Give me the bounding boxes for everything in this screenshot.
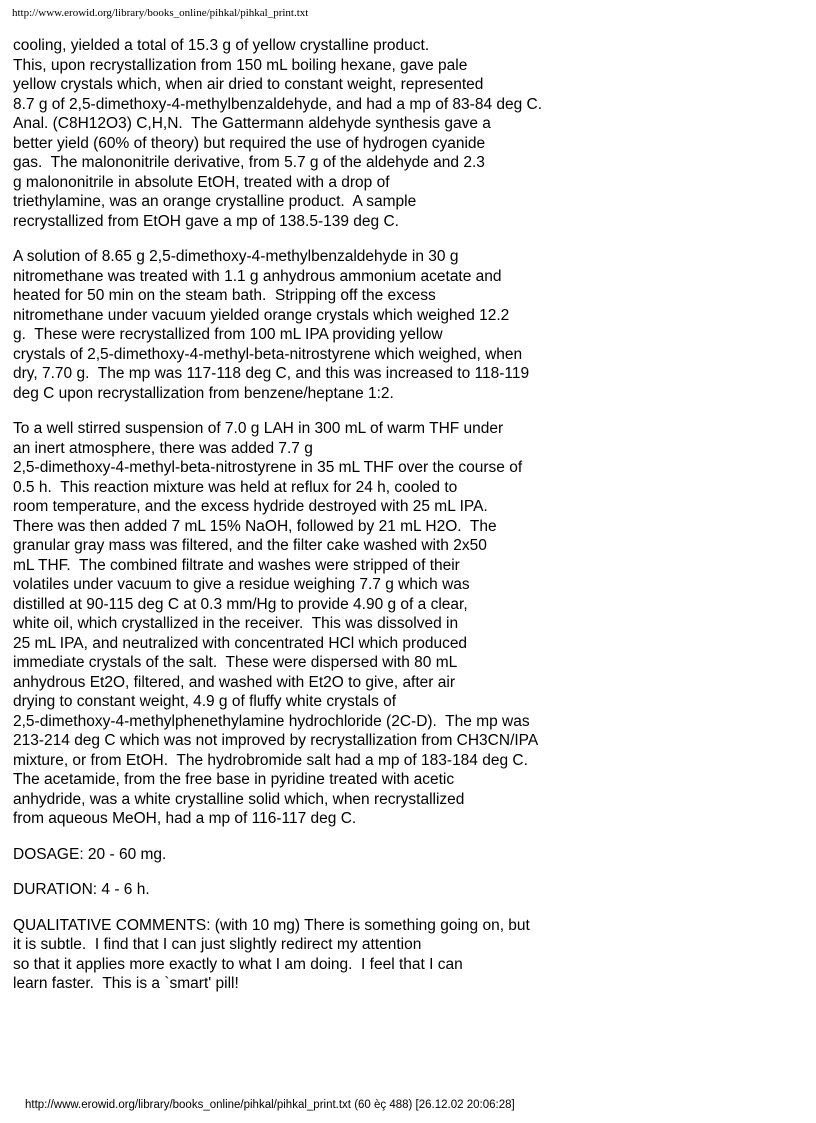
text-line: drying to constant weight, 4.9 g of fluffy white crystals of xyxy=(13,693,397,710)
text-line: white oil, which crystallized in the receiver. This was dissolved in xyxy=(13,615,459,632)
text-line: deg C upon recrystallization from benzene/heptane 1:2. xyxy=(13,384,394,402)
text-line: from aqueous MeOH, had a mp of 116-117 deg C. xyxy=(13,810,357,827)
text-line: heated for 50 min on the steam bath. Stripping off the excess xyxy=(13,287,436,304)
dosage-line: DOSAGE: 20 - 60 mg. xyxy=(13,845,167,863)
header-url[interactable]: http://www.erowid.org/library/books_online/pihkal/pihkal_print.txt xyxy=(12,7,309,19)
text-line: anhydride, was a white crystalline solid which, when recrystallized xyxy=(13,790,465,808)
text-line: A solution of 8.65 g 2,5-dimethoxy-4-methylbenzaldehyde in 30 g xyxy=(13,248,459,265)
text-line: better yield (60% of theory) but required the use of hydrogen cyanide xyxy=(13,134,486,152)
text-line: learn faster. This is a `smart' pill! xyxy=(13,975,239,992)
text-line: nitromethane was treated with 1.1 g anhydrous ammonium acetate and xyxy=(13,267,502,285)
text-line: 2,5-dimethoxy-4-methyl-beta-nitrostyrene in 35 mL THF over the course of xyxy=(13,459,523,476)
text-line: so that it applies more exactly to what I am doing. I feel that I can xyxy=(13,955,463,973)
text-line: cooling, yielded a total of 15.3 g of yellow crystalline product. xyxy=(13,37,430,54)
paragraph-nitrostyrene xyxy=(13,247,793,403)
text-line: an inert atmosphere, there was added 7.7 g xyxy=(13,439,313,457)
paragraph-qualitative-comments xyxy=(13,916,793,994)
text-line: triethylamine, was an orange crystalline product. A sample xyxy=(13,193,417,210)
text-line: g malononitrile in absolute EtOH, treated with a drop of xyxy=(13,173,390,191)
text-line: To a well stirred suspension of 7.0 g LAH in 300 mL of warm THF under xyxy=(13,420,504,437)
text-line: Anal. (C8H12O3) C,H,N. The Gattermann aldehyde synthesis gave a xyxy=(13,115,491,132)
paragraph-duration xyxy=(13,880,793,900)
text-line: immediate crystals of the salt. These were dispersed with 80 mL xyxy=(13,654,458,671)
text-line: mixture, or from EtOH. The hydrobromide salt had a mp of 183-184 deg C. xyxy=(13,751,528,769)
text-line: g. These were recrystallized from 100 mL IPA providing yellow xyxy=(13,326,443,343)
text-line: room temperature, and the excess hydride destroyed with 25 mL IPA. xyxy=(13,498,488,515)
text-line: There was then added 7 mL 15% NaOH, followed by 21 mL H2O. The xyxy=(13,517,497,535)
text-line: 2,5-dimethoxy-4-methylphenethylamine hydrochloride (2C-D). The mp was xyxy=(13,712,530,730)
text-line: 8.7 g of 2,5-dimethoxy-4-methylbenzaldehyde, and had a mp of 83-84 deg C. xyxy=(13,95,543,113)
text-line: nitromethane under vacuum yielded orange crystals which weighed 12.2 xyxy=(13,306,510,324)
paragraph-synthesis-aldehyde xyxy=(13,36,793,231)
text-line: gas. The malononitrile derivative, from 5.7 g of the aldehyde and 2.3 xyxy=(13,154,485,171)
text-line: This, upon recrystallization from 150 mL boiling hexane, gave pale xyxy=(13,56,468,74)
text-line: 25 mL IPA, and neutralized with concentrated HCl which produced xyxy=(13,634,468,652)
text-line: 0.5 h. This reaction mixture was held at reflux for 24 h, cooled to xyxy=(13,478,458,496)
paragraph-dosage xyxy=(13,845,793,865)
paragraph-reduction xyxy=(13,419,793,829)
text-line: QUALITATIVE COMMENTS: (with 10 mg) There is something going on, but xyxy=(13,916,530,934)
text-line: it is subtle. I find that I can just slightly redirect my attention xyxy=(13,936,422,953)
text-line: mL THF. The combined filtrate and washes were stripped of their xyxy=(13,556,460,574)
text-line: crystals of 2,5-dimethoxy-4-methyl-beta-nitrostyrene which weighed, when xyxy=(13,345,523,363)
text-line: 213-214 deg C which was not improved by recrystallization from CH3CN/IPA xyxy=(13,732,539,749)
text-line: dry, 7.70 g. The mp was 117-118 deg C, and this was increased to 118-119 xyxy=(13,365,530,382)
text-line: anhydrous Et2O, filtered, and washed with Et2O to give, after air xyxy=(13,673,455,691)
text-line: The acetamide, from the free base in pyridine treated with acetic xyxy=(13,771,455,788)
duration-line: DURATION: 4 - 6 h. xyxy=(13,881,150,898)
text-line: recrystallized from EtOH gave a mp of 138.5-139 deg C. xyxy=(13,212,399,230)
text-line: granular gray mass was filtered, and the filter cake washed with 2x50 xyxy=(13,537,487,554)
text-line: distilled at 90-115 deg C at 0.3 mm/Hg to provide 4.90 g of a clear, xyxy=(13,595,468,613)
document-body xyxy=(13,36,793,1010)
text-line: volatiles under vacuum to give a residue weighing 7.7 g which was xyxy=(13,576,470,593)
footer-url: http://www.erowid.org/library/books_online/pihkal/pihkal_print.txt (60 èç 488) [26.12.02 20:06:28] xyxy=(25,1099,515,1111)
text-line: yellow crystals which, when air dried to constant weight, represented xyxy=(13,76,484,93)
